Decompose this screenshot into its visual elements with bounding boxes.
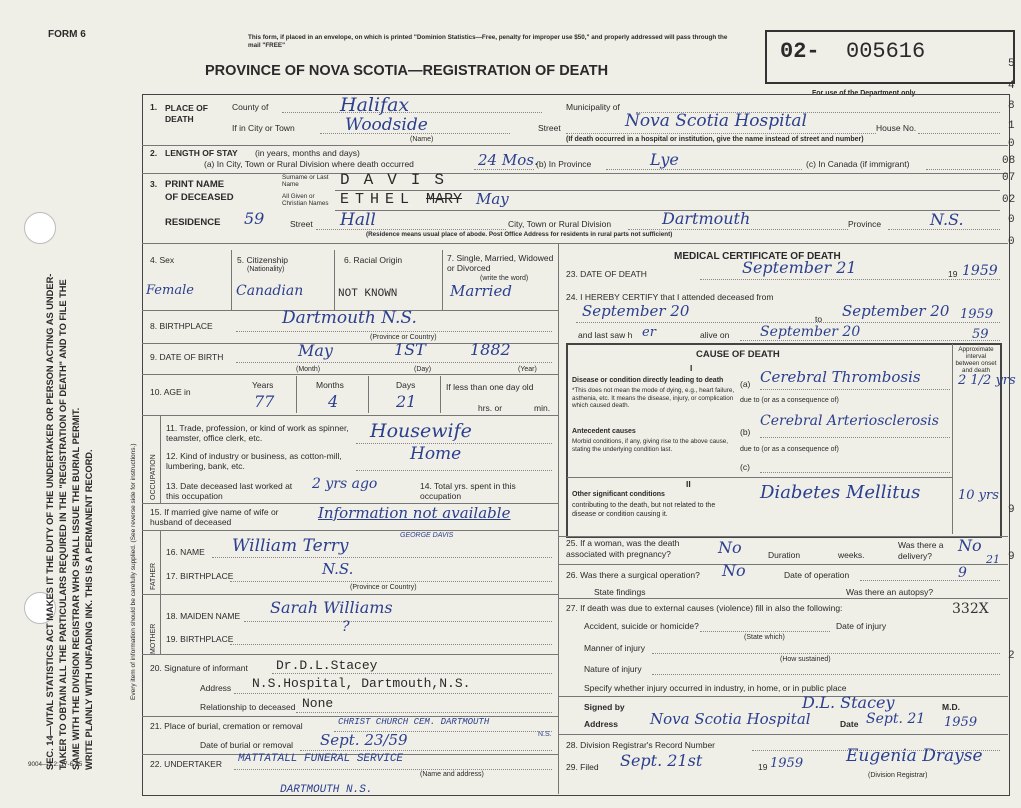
mother-side-label: MOTHER — [150, 623, 157, 654]
alive-on-year: 59 — [972, 327, 989, 342]
margin-code-10: 0 — [1008, 236, 1015, 248]
nature-label: Nature of injury — [584, 664, 642, 674]
stay-a-value: 24 Mos. — [478, 151, 539, 169]
citizenship-label: 5. Citizenship — [237, 255, 289, 265]
given-name-struck: MARY — [426, 191, 463, 208]
marital-status-label: 7. Single, Married, Widowed or Divorced — [447, 253, 554, 273]
autopsy-label: Was there an autopsy? — [846, 587, 934, 597]
margin-code-9: 0 — [1008, 214, 1015, 226]
last-saw-label: and last saw h — [578, 330, 633, 340]
stay-b-label: (b) In Province — [536, 159, 592, 169]
due-to-label-b: due to (or as a consequence of) — [740, 446, 839, 453]
dob-year-sub: (Year) — [518, 366, 537, 373]
given-names-label: All Given or Christian Names — [282, 193, 329, 207]
margin-mark-332x: 332X — [952, 601, 989, 617]
signed-date-value: Sept. 21 — [866, 711, 926, 727]
date-of-injury-label: Date of injury — [836, 621, 887, 631]
father-name-note: GEORGE DAVIS — [400, 532, 454, 539]
age-label: 10. AGE in — [150, 387, 191, 397]
spouse-label: 15. If married give name of wife or husband of deceased — [150, 507, 279, 527]
father-name-value: William Terry — [232, 536, 349, 556]
signed-by-value: D.L. Stacey — [802, 693, 895, 712]
name-sub-label: (Name) — [410, 136, 434, 143]
father-name-label: 16. NAME — [166, 547, 205, 557]
age-days-label: Days — [396, 380, 416, 390]
print-name-label: PRINT NAME — [165, 179, 225, 190]
print-code: 9004—3.2: 17-6-55 — [28, 761, 83, 768]
margin-code-5: 0 — [1008, 138, 1015, 150]
age-years: 77 — [254, 392, 275, 411]
occupation-side-label: OCCUPATION — [150, 454, 157, 500]
interval-a-value: 2 1/2 yrs — [958, 373, 1016, 388]
stay-a-label: (a) In City, Town or Rural Division where death occurred — [204, 159, 414, 169]
roman-two: II — [686, 479, 691, 489]
other-conditions-note: contributing to the death, but not related to the disease or condition causing it. — [572, 502, 716, 518]
burial-place-ns: N.S. — [538, 731, 552, 738]
place-of-death-label: PLACE OF DEATH — [165, 103, 208, 124]
racial-origin-label: 6. Racial Origin — [344, 255, 403, 265]
margin-mark-21: 21 — [986, 553, 1000, 566]
sex-label: 4. Sex — [150, 255, 175, 265]
marital-status-value: Married — [450, 282, 512, 300]
last-worked-value: 2 yrs ago — [312, 476, 378, 492]
residence-city: Dartmouth — [662, 209, 751, 228]
citizenship-value: Canadian — [236, 283, 304, 299]
filed-year: 1959 — [770, 756, 804, 771]
attendance-label: 24. I HEREBY CERTIFY that I attended deceased from — [566, 292, 774, 302]
disease-note: *This does not mean the mode of dying, e.g., heart failure, asthenia, etc. It means the disease, injury, or complication which caused death. — [572, 387, 735, 409]
less-than-day-label: If less than one day old — [446, 382, 534, 392]
alive-on-label: alive on — [700, 330, 730, 340]
attended-to-label: to — [815, 314, 823, 324]
date-of-death-value: September 21 — [742, 258, 857, 277]
filed-label: 29. Filed — [566, 762, 599, 772]
margin-code-1: 5 — [1008, 58, 1015, 70]
street-label: Street — [538, 123, 561, 133]
county-value: Halifax — [340, 94, 410, 116]
last-worked-label: 13. Date deceased last worked at this occupation — [166, 481, 293, 501]
father-birthplace-sub: (Province or Country) — [350, 584, 417, 591]
trade-value: Housewife — [370, 420, 472, 442]
margin-code-11: 9 — [1008, 504, 1015, 516]
burial-place-label: 21. Place of burial, cremation or removal — [150, 721, 303, 731]
delivery-value: No — [958, 536, 982, 555]
surgical-operation-value: No — [722, 561, 746, 580]
stay-c-label: (c) In Canada (if immigrant) — [806, 159, 910, 169]
residence-label: RESIDENCE — [165, 217, 221, 228]
trade-label: 11. Trade, profession, or kind of work as spinner, teamster, office clerk, etc. — [166, 423, 349, 443]
cause-a-mark: (a) — [740, 379, 751, 389]
weeks-label: weeks. — [838, 550, 865, 560]
age-years-label: Years — [252, 380, 274, 390]
department-use-label: For use of the Department only — [812, 90, 916, 97]
last-saw-h: er — [642, 325, 656, 340]
attended-from: September 20 — [582, 302, 690, 320]
division-registrar-signature: Eugenia Drayse — [846, 746, 983, 766]
municipality-label: Municipality of — [566, 102, 620, 112]
margin-code-12: 9 — [1008, 551, 1015, 563]
informant-address-label: Address — [200, 683, 232, 693]
margin-code-8: 02 — [1002, 194, 1016, 206]
instruction-text: Every item of information should be carefully supplied. (See reverse side for instructions.) — [130, 443, 137, 700]
date-of-death-label: 23. DATE OF DEATH — [566, 269, 647, 279]
pregnancy-value: No — [718, 538, 742, 557]
manner-label: Manner of injury — [584, 643, 645, 653]
age-days: 21 — [396, 392, 417, 411]
delivery-label: Was there a delivery? — [898, 540, 944, 561]
dob-month-sub: (Month) — [296, 366, 321, 373]
state-which-label: (State which) — [744, 634, 785, 641]
given-name-value: ETHEL — [340, 191, 416, 208]
stay-label-no: 2. — [150, 148, 158, 158]
sex-value: Female — [146, 283, 194, 298]
given-name-extra: May — [476, 190, 509, 208]
signed-date-label: Date — [840, 719, 859, 729]
of-deceased-label: OF DECEASED — [165, 192, 234, 203]
cause-b-mark: (b) — [740, 427, 751, 437]
informant-signature-label: 20. Signature of informant — [150, 663, 248, 673]
undertaker-label: 22. UNDERTAKER — [150, 759, 222, 769]
undertaker-value: MATTATALL FUNERAL SERVICE — [238, 753, 404, 765]
date-of-death-y19: 19 — [948, 269, 958, 279]
attended-to: September 20 — [842, 302, 950, 320]
informant-address: N.S.Hospital, Dartmouth,N.S. — [252, 676, 471, 691]
age-months: 4 — [328, 392, 339, 411]
cause-c-mark: (c) — [740, 462, 750, 472]
mother-birthplace-value: ? — [342, 619, 350, 635]
other-interval-value: 10 yrs — [958, 488, 999, 503]
age-months-label: Months — [316, 380, 344, 390]
margin-code-4: 1 — [1008, 120, 1015, 132]
dob-month: May — [298, 341, 333, 360]
division-registrar-label: (Division Registrar) — [868, 772, 928, 779]
burial-date-value: Sept. 23/59 — [320, 731, 408, 749]
father-birthplace-label: 17. BIRTHPLACE — [166, 571, 234, 581]
dob-label: 9. DATE OF BIRTH — [150, 352, 224, 362]
stay-b-value: Lye — [650, 150, 679, 169]
hospital-note: (If death occurred in a hospital or institution, give the name instead of street and number) — [566, 136, 864, 143]
filed-value: Sept. 21st — [620, 751, 703, 770]
residence-city-label: City, Town or Rural Division — [508, 219, 612, 229]
surname-label: Surname or Last Name — [282, 174, 329, 188]
form-number: FORM 6 — [48, 29, 86, 40]
margin-code-3: 8 — [1008, 100, 1015, 112]
birthplace-value: Dartmouth N.S. — [282, 308, 417, 328]
page-title: PROVINCE OF NOVA SCOTIA—REGISTRATION OF DEATH — [205, 63, 609, 79]
residence-street: Hall — [340, 210, 376, 230]
dob-day-sub: (Day) — [414, 366, 432, 373]
place-label-no: 1. — [150, 102, 158, 112]
maiden-name-value: Sarah Williams — [270, 598, 393, 617]
residence-province-label: Province — [848, 219, 882, 229]
burial-date-label: Date of burial or removal — [200, 740, 294, 750]
residence-number: 59 — [244, 209, 265, 228]
cause-b-value: Cerebral Arteriosclerosis — [760, 413, 939, 429]
cause-a-value: Cerebral Thrombosis — [760, 368, 921, 386]
surgical-operation-label: 26. Was there a surgical operation? — [566, 570, 700, 580]
registration-number: 005616 — [846, 39, 926, 64]
other-cause-value: Diabetes Mellitus — [760, 482, 921, 503]
relationship-label: Relationship to deceased — [200, 702, 296, 712]
city-label: If in City or Town — [232, 123, 295, 133]
signed-by-label: Signed by — [584, 702, 625, 712]
street-value: Nova Scotia Hospital — [625, 111, 807, 131]
undertaker-address: DARTMOUTH N.S. — [280, 784, 373, 796]
residence-note: (Residence means usual place of abode. Post Office Address for residents in rural parts not sufficient) — [366, 231, 673, 238]
margin-code-2: 4 — [1008, 80, 1015, 92]
medical-certificate-title: MEDICAL CERTIFICATE OF DEATH — [674, 251, 841, 262]
margin-mark-9: 9 — [958, 565, 967, 581]
marital-sub-label: (write the word) — [480, 275, 529, 282]
undertaker-sub-label: (Name and address) — [420, 771, 484, 778]
antecedent-label: Antecedent causes — [572, 428, 636, 435]
maiden-name-label: 18. MAIDEN NAME — [166, 611, 241, 621]
registration-prefix: 02- — [780, 39, 820, 64]
accident-label: Accident, suicide or homicide? — [584, 621, 699, 631]
stay-hint: (in years, months and days) — [255, 148, 360, 158]
birthplace-sub-label: (Province or Country) — [370, 334, 437, 341]
how-sustained-label: (How sustained) — [780, 656, 831, 663]
spouse-value: Information not available — [318, 504, 511, 522]
industry-value: Home — [410, 444, 462, 464]
disease-label: Disease or condition directly leading to death — [572, 377, 724, 384]
residence-street-label: Street — [290, 219, 313, 229]
hrs-label: hrs. or — [478, 403, 503, 413]
date-of-death-year: 1959 — [962, 263, 998, 279]
statute-text: SEC. 14—VITAL STATISTICS ACT MAKES IT THE DUTY OF THE UNDERTAKER OR PERSON ACTING AS UNDER- TAKER TO OBTAIN ALL THE PARTICULARS REQUIRED IN THE "REGISTRATION OF DEATH" AND TO FILE THE SAME WITH THE DIVISION REGISTRAR WHO SHALL ISSUE THE BURIAL PERMIT. WRITE PLAINLY WITH UNFADING INK. THIS IS A PERMANENT RECORD. — [45, 273, 94, 770]
state-findings-label: State findings — [594, 587, 646, 597]
date-of-operation-label: Date of operation — [784, 570, 850, 580]
due-to-label-a: due to (or as a consequence of) — [740, 397, 839, 404]
other-conditions-label: Other significant conditions — [572, 491, 665, 498]
racial-origin-value: NOT KNOWN — [338, 288, 398, 300]
margin-code-6: 08 — [1002, 155, 1016, 167]
father-birthplace-value: N.S. — [322, 560, 354, 578]
alive-on-value: September 20 — [760, 324, 861, 340]
attended-to-year: 1959 — [960, 307, 994, 322]
specify-place-label: Specify whether injury occurred in industry, in home, or in public place — [584, 683, 847, 693]
dob-year: 1882 — [470, 340, 511, 359]
signed-date-year: 1959 — [944, 715, 978, 730]
city-value: Woodside — [345, 115, 428, 135]
min-label: min. — [534, 403, 551, 413]
cause-of-death-title: CAUSE OF DEATH — [696, 349, 780, 360]
citizenship-sub-label: (Nationality) — [247, 266, 285, 273]
industry-label: 12. Kind of industry or business, as cotton-mill, lumbering, bank, etc. — [166, 451, 342, 471]
surname-value: DAVIS — [340, 171, 459, 189]
father-side-label: FATHER — [150, 562, 157, 590]
mother-birthplace-label: 19. BIRTHPLACE — [166, 634, 234, 644]
birthplace-label: 8. BIRTHPLACE — [150, 321, 213, 331]
stay-label: LENGTH OF STAY — [165, 148, 238, 158]
interval-header: Approximate interval between onset and death — [955, 346, 997, 374]
county-label: County of — [232, 102, 269, 112]
informant-name: Dr.D.L.Stacey — [276, 658, 378, 673]
house-no-label: House No. — [876, 123, 917, 133]
external-causes-label: 27. If death was due to external causes (violence) fill in also the following: — [566, 603, 843, 613]
relationship-value: None — [302, 696, 334, 711]
antecedent-note: Morbid conditions, if any, giving rise to the above cause, stating the underlying condition last. — [572, 438, 728, 453]
signed-address-value: Nova Scotia Hospital — [650, 710, 811, 728]
signed-address-label: Address — [584, 719, 619, 729]
margin-code-7: 07 — [1002, 172, 1016, 184]
pregnancy-label: 25. If a woman, was the death associated with pregnancy? — [566, 538, 680, 559]
filed-y19: 19 — [758, 762, 768, 772]
deceased-label-no: 3. — [150, 179, 158, 189]
burial-place-value: CHRIST CHURCH CEM. DARTMOUTH — [338, 717, 490, 727]
margin-code-13: 2 — [1008, 650, 1015, 662]
duration-label: Duration — [768, 550, 801, 560]
mail-notice: This form, if placed in an envelope, on which is printed "Dominion Statistics—Free, penalty for improper use $50," and properly addressed will pass through the mail "FREE" — [248, 34, 728, 49]
total-years-label: 14. Total yrs. spent in this occupation — [420, 481, 516, 501]
dob-day: 1ST — [394, 340, 426, 359]
residence-province: N.S. — [930, 210, 964, 229]
roman-one: I — [690, 363, 693, 373]
md-label: M.D. — [942, 702, 960, 712]
record-number-label: 28. Division Registrar's Record Number — [566, 740, 716, 750]
